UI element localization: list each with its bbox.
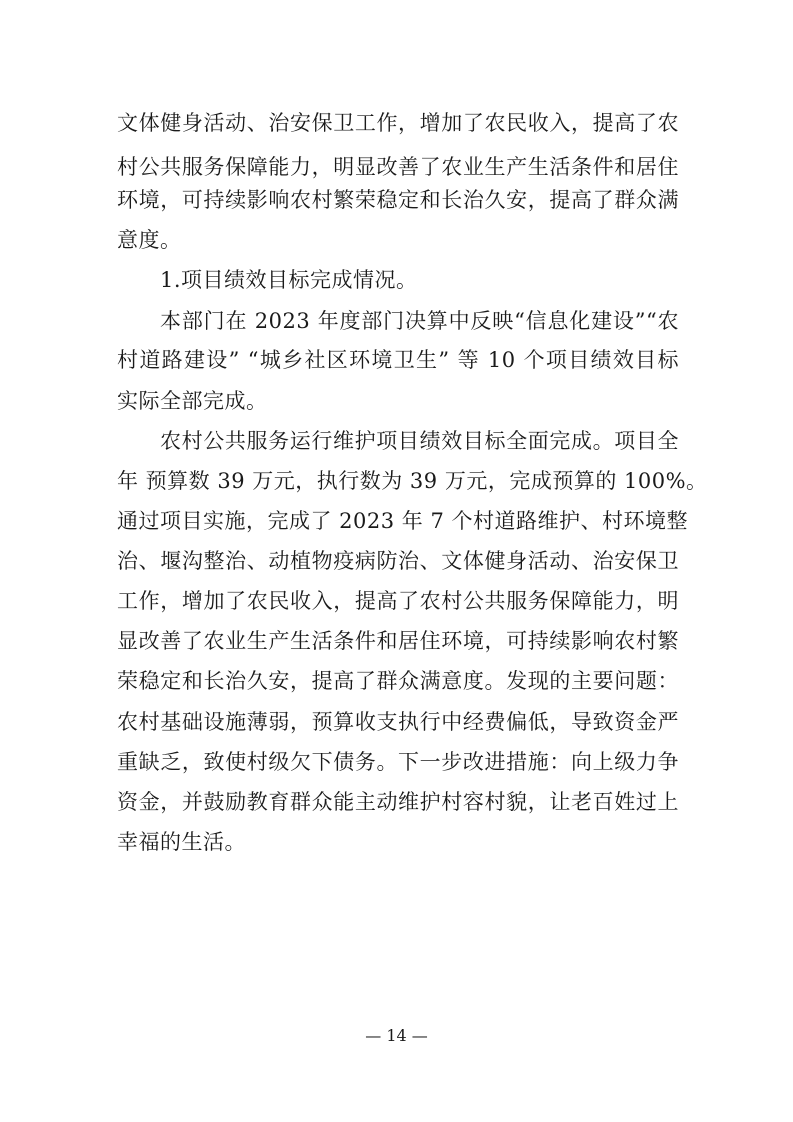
text-line: 文体健身活动、治安保卫工作，增加了农民收入，提高了农 [117,111,679,135]
text-line: 环境，可持续影响农村繁荣稳定和长治久安，提高了群众满 [117,188,679,212]
text-line: 重缺乏，致使村级欠下债务。下一步改进措施：向上级力争 [117,750,679,774]
text-line: 荣稳定和长治久安，提高了群众满意度。发现的主要问题： [117,669,679,693]
text-line: 显改善了农业生产生活条件和居住环境，可持续影响农村繁 [117,629,679,653]
text-line: 本部门在 2023 年度部门决算中反映“信息化建设”“农 [160,309,679,333]
text-line: 农村基础设施薄弱，预算收支执行中经费偏低，导致资金严 [117,710,679,734]
text-line: 年 预算数 39 万元，执行数为 39 万元，完成预算的 100%。 [117,469,708,493]
section-heading: 1.项目绩效目标完成情况。 [160,268,418,292]
text-line: 实际全部完成。 [117,389,268,413]
text-line: 工作，增加了农民收入，提高了农村公共服务保障能力，明 [117,589,679,613]
text-line: 意度。 [117,228,182,252]
page-number: — 14 — [365,1026,428,1045]
text-line: 治、堰沟整治、动植物疫病防治、文体健身活动、治安保卫 [117,549,679,573]
text-line: 农村公共服务运行维护项目绩效目标全面完成。项目全 [160,429,679,453]
text-line: 村公共服务保障能力，明显改善了农业生产生活条件和居住 [117,155,679,179]
text-line: 通过项目实施，完成了 2023 年 7 个村道路维护、村环境整 [117,509,689,533]
text-line: 资金，并鼓励教育群众能主动维护村容村貌，让老百姓过上 [117,790,679,814]
text-line: 村道路建设” “城乡社区环境卫生” 等 10 个项目绩效目标 [117,348,679,372]
text-line: 幸福的生活。 [117,830,246,854]
